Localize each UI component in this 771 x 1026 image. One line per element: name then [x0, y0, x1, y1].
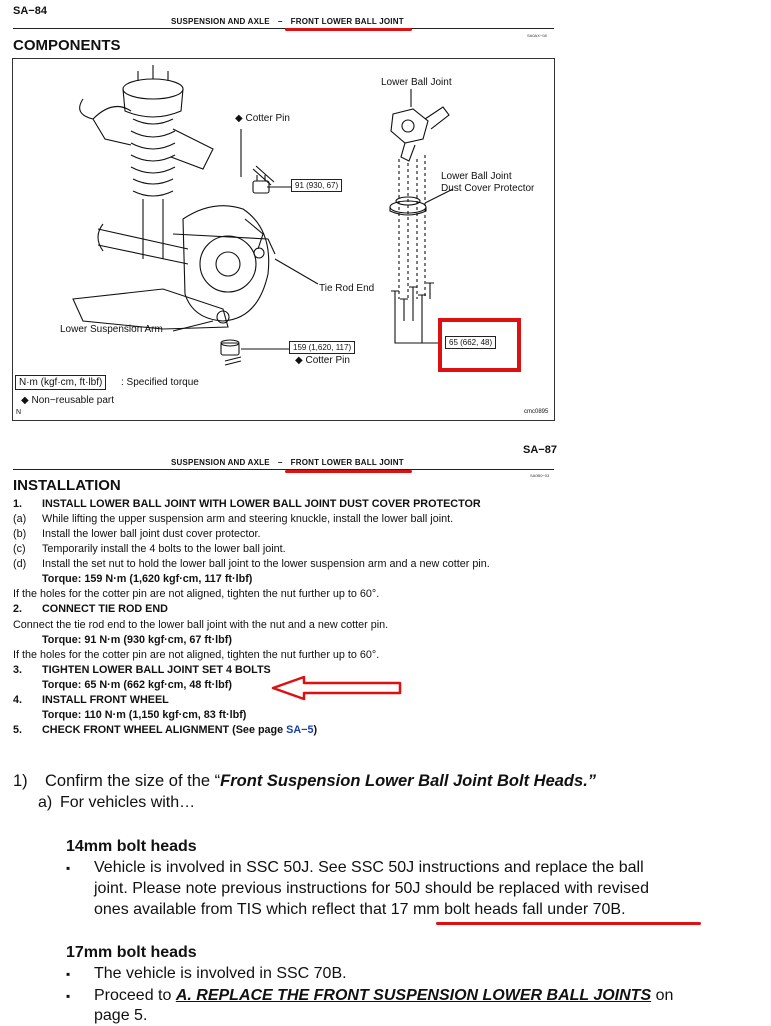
step-1: 1. INSTALL LOWER BALL JOINT WITH LOWER BALL JOINT DUST COVER PROTECTOR — [13, 498, 481, 510]
page-number-top: SA−84 — [13, 5, 47, 17]
torque-box-159: 159 (1,620, 117) — [289, 341, 355, 354]
red-underline-header-bottom — [285, 470, 412, 473]
legend-unit-box: N·m (kgf·cm, ft·lbf) — [15, 375, 106, 390]
header-rule-top — [13, 28, 554, 29]
torque-box-91: 91 (930, 67) — [291, 179, 342, 192]
label-lower-suspension-arm: Lower Suspension Arm — [60, 324, 163, 335]
step-1a: (a) While lifting the upper suspension arm and steering knuckle, install the lower ball joint. — [13, 513, 454, 525]
torque-box-65: 65 (662, 48) — [445, 336, 496, 349]
bullet-14mm-line1: ▪ Vehicle is involved in SSC 50J. See SSC 50J instructions and replace the ball — [66, 859, 644, 876]
heading-17mm: 17mm bolt heads — [66, 944, 197, 961]
note-item-1: 1) Confirm the size of the “Front Suspension Lower Ball Joint Bolt Heads.” — [13, 772, 597, 790]
link-sa-5[interactable]: SA−5 — [286, 724, 314, 736]
label-dust-cover-line2: Dust Cover Protector — [441, 183, 535, 194]
section-title-components: COMPONENTS — [13, 37, 121, 54]
figure-code: cmc0895 — [524, 409, 549, 415]
red-underline-header-top — [285, 28, 412, 31]
label-dust-cover-line1: Lower Ball Joint — [441, 171, 512, 182]
heading-14mm: 14mm bolt heads — [66, 838, 197, 855]
page-header-bottom — [171, 458, 404, 467]
header-dash: − — [277, 458, 283, 467]
step-1-torque: Torque: 159 N·m (1,620 kgf·cm, 117 ft·lbf) — [42, 573, 253, 585]
doc-code-top: SA0AX−08 — [527, 33, 547, 38]
doc-code-bottom: SA0B0−03 — [530, 473, 550, 478]
components-diagram — [12, 58, 555, 421]
step-1b: (b) Install the lower ball joint dust cover protector. — [13, 528, 261, 540]
step-4-torque: Torque: 110 N·m (1,150 kgf·cm, 83 ft·lbf) — [42, 709, 247, 721]
red-arrow-icon — [270, 674, 404, 702]
bullet-14mm-line3: ones available from TIS which reflect that 17 mm bolt heads fall under 70B. — [94, 901, 626, 918]
step-3-torque: Torque: 65 N·m (662 kgf·cm, 48 ft·lbf) — [42, 679, 232, 691]
header-rule-bottom — [13, 469, 554, 470]
label-cotter-pin-top: ◆ Cotter Pin — [235, 113, 290, 124]
bullet-17mm-b-line2: page 5. — [94, 1007, 148, 1024]
page-number-bottom: SA−87 — [523, 444, 557, 456]
legend-specified-torque: : Specified torque — [121, 377, 199, 388]
header-topic: FRONT LOWER BALL JOINT — [290, 17, 404, 26]
header-section: SUSPENSION AND AXLE — [171, 458, 270, 467]
step-1d: (d) Install the set nut to hold the lower ball joint to the lower suspension arm and a new cotter pin. — [13, 558, 490, 570]
step-4: 4. INSTALL FRONT WHEEL — [13, 694, 169, 706]
header-section: SUSPENSION AND AXLE — [171, 17, 270, 26]
bullet-14mm-line2: joint. Please note previous instructions for 50J should be replaced with revised — [94, 880, 649, 897]
label-cotter-pin-bottom: ◆ Cotter Pin — [295, 355, 350, 366]
section-title-installation: INSTALLATION — [13, 477, 121, 494]
header-dash: − — [277, 17, 283, 26]
label-tie-rod-end: Tie Rod End — [319, 283, 375, 294]
step-5: 5. CHECK FRONT WHEEL ALIGNMENT (See page SA−5) — [13, 724, 318, 736]
link-replace-ball-joints[interactable]: A. REPLACE THE FRONT SUSPENSION LOWER BALL JOINTS — [175, 987, 652, 1004]
step-2: 2. CONNECT TIE ROD END — [13, 603, 168, 615]
step-2-torque: Torque: 91 N·m (930 kgf·cm, 67 ft·lbf) — [42, 634, 232, 646]
note-sub-a: a) For vehicles with… — [38, 794, 196, 811]
step-1-note: If the holes for the cotter pin are not aligned, tighten the nut further up to 60°. — [13, 588, 380, 600]
page-header-top — [171, 17, 404, 26]
bullet-17mm-a: ▪ The vehicle is involved in SSC 70B. — [66, 965, 347, 982]
label-lower-ball-joint: Lower Ball Joint — [381, 77, 452, 88]
header-topic: FRONT LOWER BALL JOINT — [290, 458, 404, 467]
bullet-17mm-b: ▪ Proceed to A. REPLACE THE FRONT SUSPENSION LOWER BALL JOINTS on — [66, 987, 674, 1004]
red-underline-17mm — [436, 922, 701, 925]
step-1c: (c) Temporarily install the 4 bolts to the lower ball joint. — [13, 543, 286, 555]
step-2-text: Connect the tie rod end to the lower ball joint with the nut and a new cotter pin. — [13, 619, 389, 631]
figure-corner-n: N — [16, 409, 22, 416]
highlighted-text-17mm: 17 mm bolt heads fall under 70B. — [390, 901, 626, 918]
step-2-note: If the holes for the cotter pin are not aligned, tighten the nut further up to 60°. — [13, 649, 380, 661]
step-3: 3. TIGHTEN LOWER BALL JOINT SET 4 BOLTS — [13, 664, 271, 676]
legend-non-reusable: ◆ Non−reusable part — [21, 395, 115, 406]
